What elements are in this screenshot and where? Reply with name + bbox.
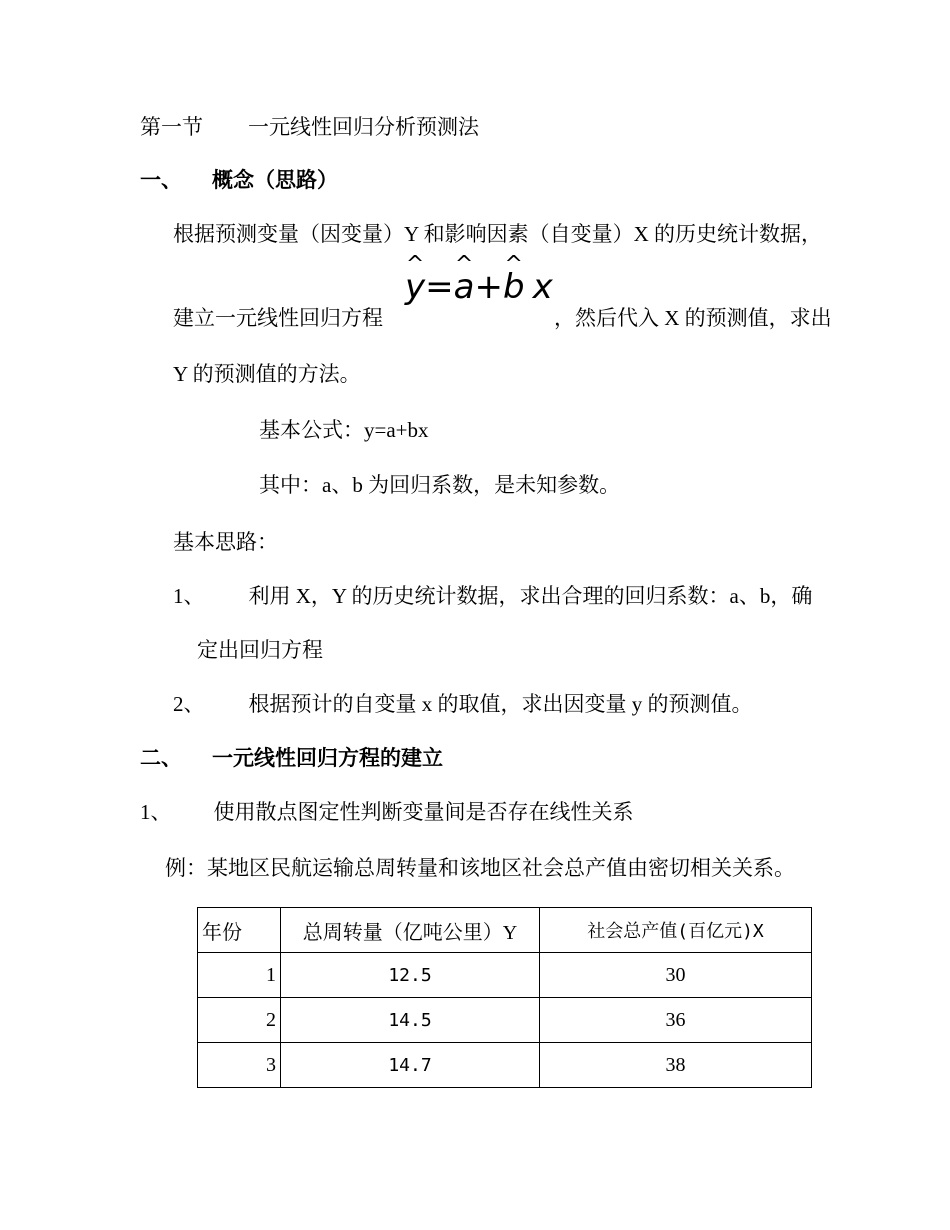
table-header-row bbox=[198, 908, 812, 953]
cell-turnover: 14.7 bbox=[281, 1043, 540, 1088]
b-hat-symbol: ^ b bbox=[503, 270, 525, 304]
concept-line-3: Y 的预测值的方法。 bbox=[173, 362, 361, 386]
heading-number: 一、 bbox=[140, 168, 182, 192]
equals-sign: = bbox=[425, 267, 454, 307]
section-title-text: 一元线性回归分析预测法 bbox=[248, 115, 479, 139]
table-row bbox=[198, 1043, 812, 1088]
data-table bbox=[197, 907, 812, 1088]
cell-turnover: 14.5 bbox=[281, 998, 540, 1043]
heading-regression-build bbox=[140, 748, 443, 769]
step-1-continuation: 定出回归方程 bbox=[197, 638, 323, 662]
heading-concept bbox=[140, 170, 338, 191]
table-row bbox=[198, 998, 812, 1043]
example-text: 例：某地区民航运输总周转量和该地区社会总产值由密切相关关系。 bbox=[165, 856, 795, 880]
step-text: 利用 X，Y 的历史统计数据，求出合理的回归系数：a、b，确 bbox=[248, 584, 813, 608]
step-number: 1、 bbox=[173, 584, 205, 608]
basic-formula: 基本公式：y=a+bx bbox=[259, 418, 429, 442]
subheading-scatter bbox=[140, 802, 634, 823]
section-title bbox=[140, 117, 479, 138]
basic-idea-label: 基本思路： bbox=[173, 530, 278, 554]
cell-output: 38 bbox=[540, 1043, 812, 1088]
cell-year: 1 bbox=[198, 953, 281, 998]
concept-line-2-after: ，然后代入 X 的预测值，求出 bbox=[554, 306, 832, 330]
cell-output: 30 bbox=[540, 953, 812, 998]
heading-number: 二、 bbox=[140, 746, 182, 770]
step-2 bbox=[173, 694, 753, 715]
cell-turnover: 12.5 bbox=[281, 953, 540, 998]
section-number: 第一节 bbox=[140, 115, 203, 139]
coefficient-note: 其中：a、b 为回归系数，是未知参数。 bbox=[259, 473, 621, 497]
a-hat-symbol: ^ a bbox=[454, 270, 475, 304]
header-turnover: 总周转量（亿吨公里）Y bbox=[281, 908, 540, 953]
step-number: 2、 bbox=[173, 692, 205, 716]
cell-output: 36 bbox=[540, 998, 812, 1043]
subheading-number: 1、 bbox=[140, 800, 172, 824]
header-output: 社会总产值(百亿元)X bbox=[540, 908, 812, 953]
subheading-text: 使用散点图定性判断变量间是否存在线性关系 bbox=[213, 800, 634, 824]
cell-year: 3 bbox=[198, 1043, 281, 1088]
regression-equation bbox=[405, 267, 553, 307]
heading-text: 概念（思路） bbox=[212, 168, 338, 192]
step-text: 根据预计的自变量 x 的取值，求出因变量 y 的预测值。 bbox=[248, 692, 753, 716]
step-1 bbox=[173, 586, 812, 607]
table-row bbox=[198, 953, 812, 998]
plus-sign: + bbox=[474, 267, 503, 307]
concept-line-1: 根据预测变量（因变量）Y 和影响因素（自变量）X 的历史统计数据， bbox=[173, 222, 823, 246]
x-symbol: x bbox=[532, 267, 553, 307]
cell-year: 2 bbox=[198, 998, 281, 1043]
heading-text: 一元线性回归方程的建立 bbox=[212, 746, 443, 770]
header-year: 年份 bbox=[198, 908, 281, 953]
y-hat-symbol: ^ y bbox=[405, 270, 425, 304]
concept-line-2-before: 建立一元线性回归方程 bbox=[173, 306, 383, 330]
